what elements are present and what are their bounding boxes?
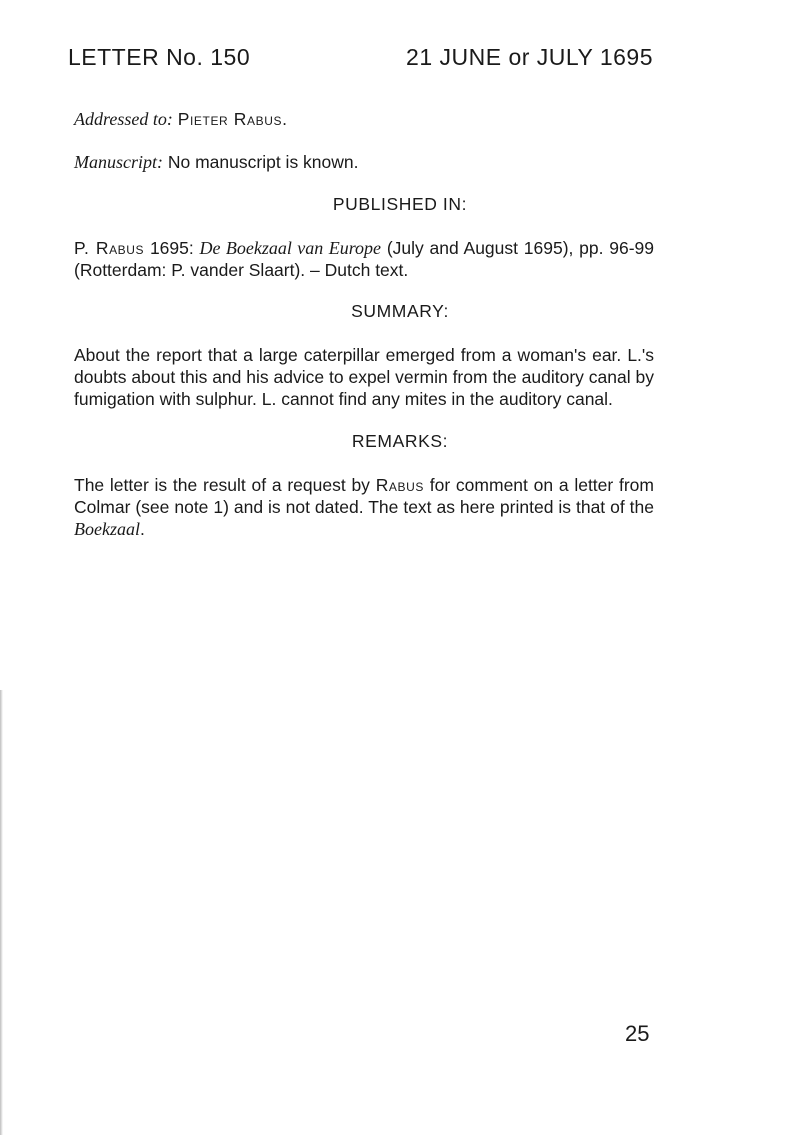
letter-date: 21 JUNE or JULY 1695 — [406, 44, 653, 70]
scan-edge-shadow — [0, 690, 3, 1135]
published-year: 1695: — [149, 238, 194, 258]
running-head — [68, 44, 653, 78]
addressed-period: . — [282, 109, 287, 129]
remarks-name: Rabus — [375, 475, 425, 495]
remarks-period: . — [139, 519, 145, 539]
remarks-paragraph — [74, 474, 654, 540]
manuscript-text: No manuscript is known. — [167, 152, 359, 172]
letter-number: LETTER No. 150 — [68, 44, 251, 70]
page-number: 25 — [625, 1021, 650, 1046]
addressed-line — [74, 108, 654, 130]
manuscript-line — [74, 151, 654, 173]
published-title: De Boekzaal van Europe — [199, 238, 382, 258]
remarks-pre: The letter is the result of a request by — [74, 475, 370, 495]
manuscript-label: Manuscript: — [74, 152, 163, 172]
summary-paragraph: About the report that a large caterpillar emerged from a woman's ear. L.'s doubts about this and his advice to expel vermin from the auditory canal by fumigation with sulphur. L. cannot find any mites in the auditory canal. — [74, 345, 654, 409]
published-details: (July and August 1695), pp. 96-99 (Rotterdam: P. vander Slaart). – Dutch text. — [74, 238, 655, 280]
published-author: P. Rabus — [74, 238, 145, 258]
remarks-title: Boekzaal — [74, 519, 140, 539]
addressed-label: Addressed to: — [74, 109, 173, 129]
published-heading: PUBLISHED IN: — [332, 194, 468, 214]
remarks-mid: for comment on a letter from Colmar (see note 1) and is not dated. The text as here printed is that of the — [74, 475, 654, 517]
remarks-heading: REMARKS: — [351, 431, 449, 451]
summary-heading: SUMMARY: — [351, 301, 449, 321]
addressee-name: Pieter Rabus — [177, 109, 283, 129]
published-paragraph — [74, 237, 654, 281]
